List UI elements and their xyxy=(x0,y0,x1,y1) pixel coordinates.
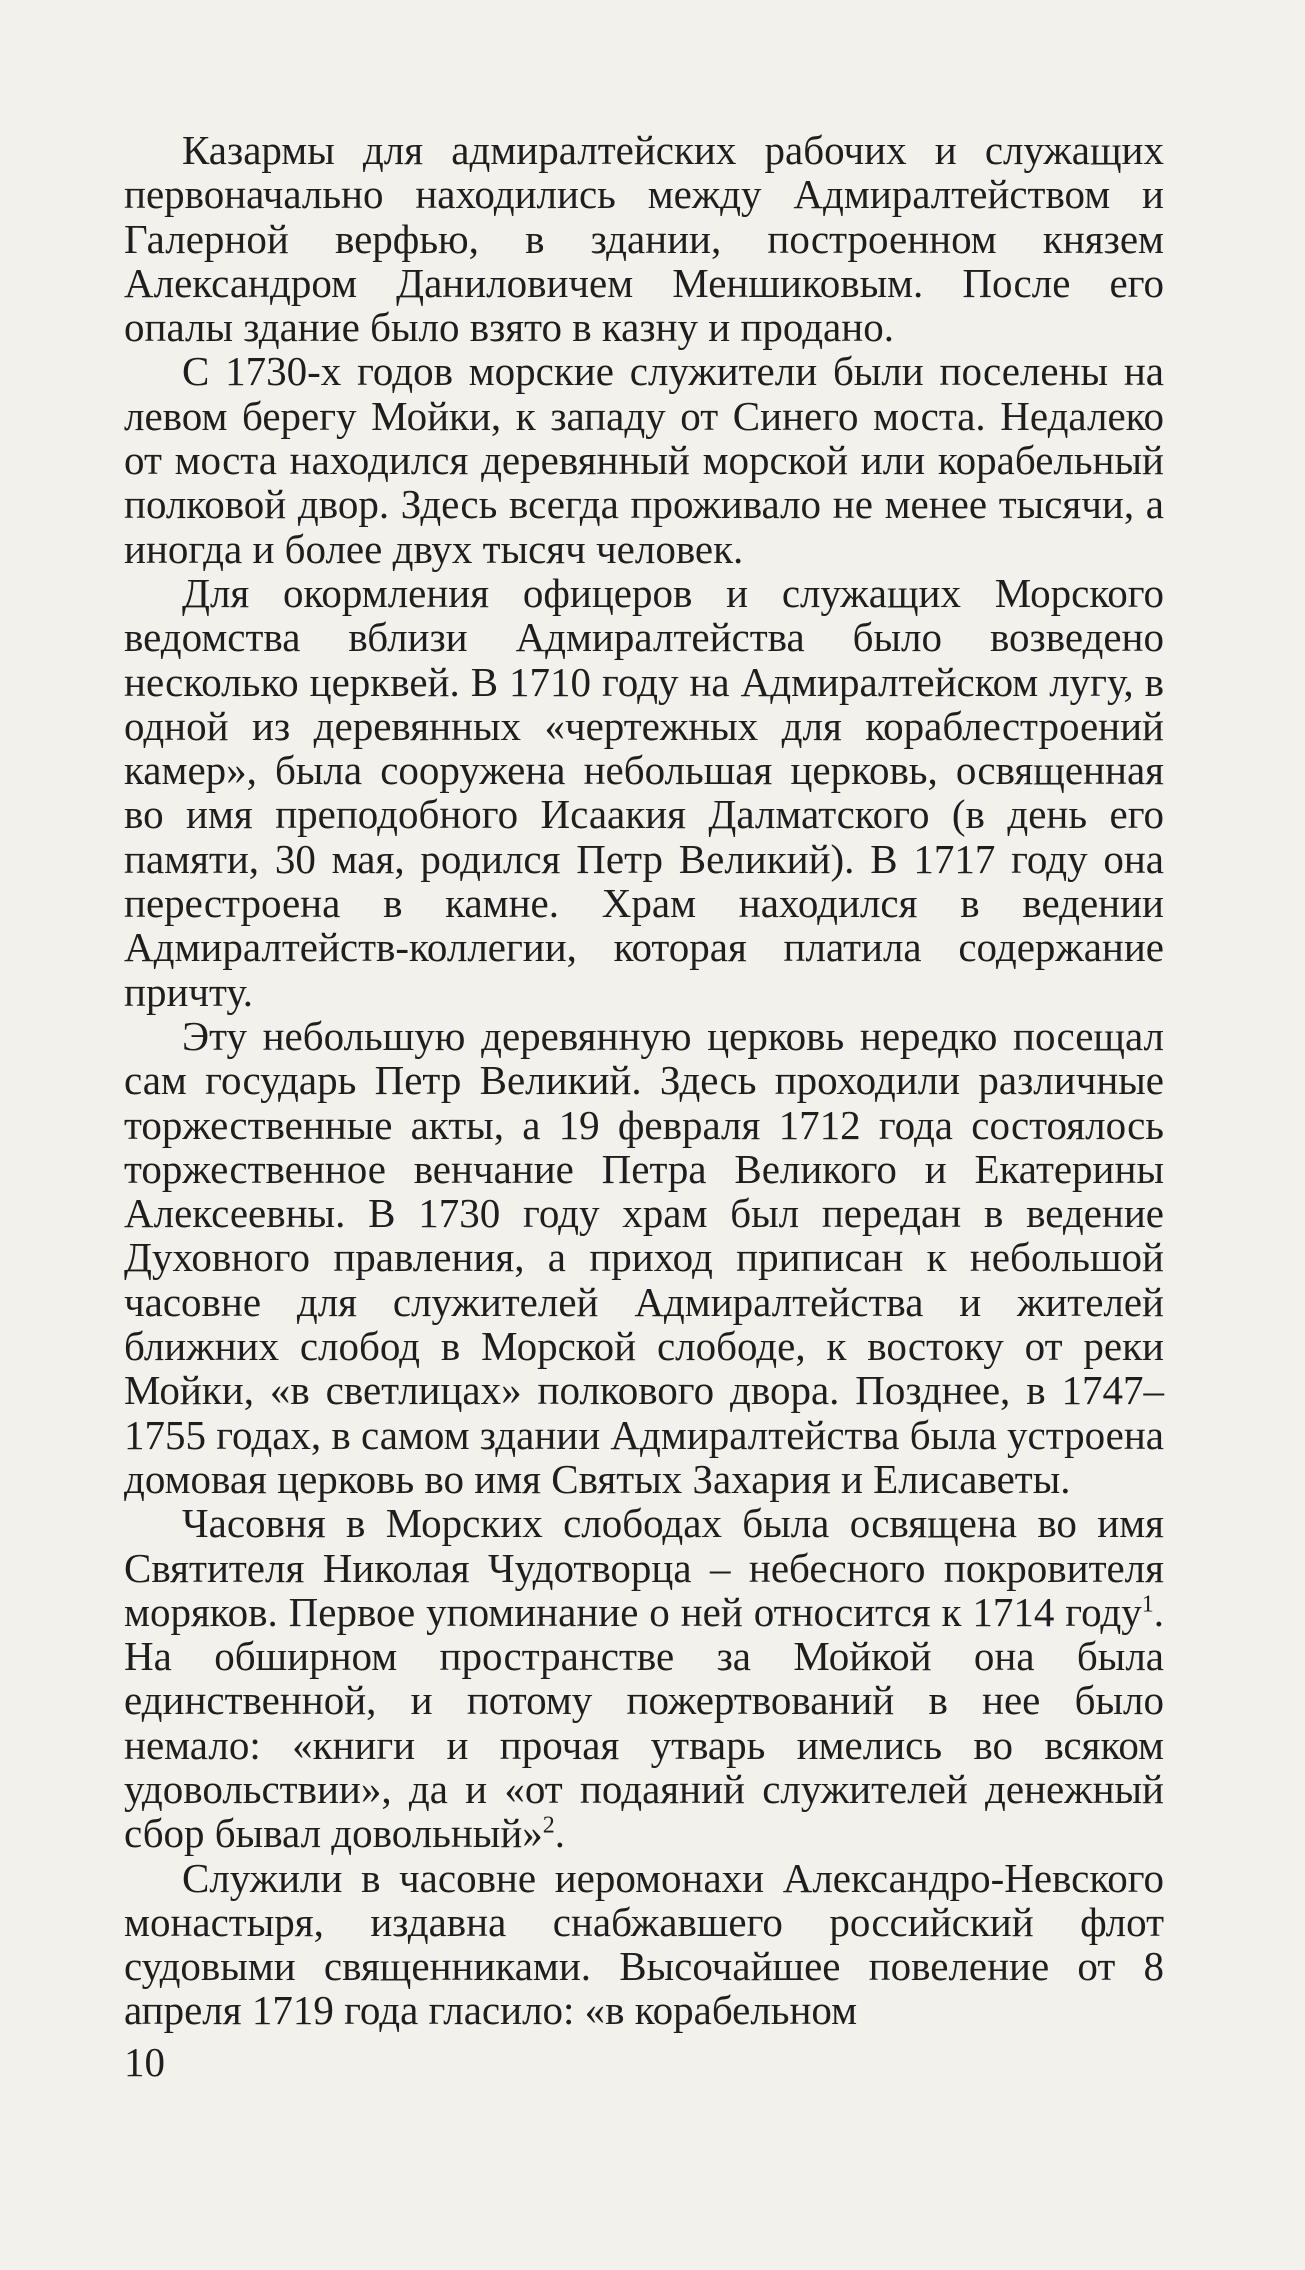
page-number: 10 xyxy=(124,2039,165,2085)
footnote-ref-1[interactable]: 1 xyxy=(1141,1591,1154,1618)
chapel-text-end: . xyxy=(554,1810,566,1857)
paragraph-churches: Для окормления офицеров и служащих Морского ведомства вблизи Адмиралтейства было возведено несколько церквей. В 1710 году на Адмиралтейском лугу, в одной из деревянных «чертежных для кораблестроений камер», была сооружена небольшая церковь, освященная во имя преподобного Исаакия Далматского (в день его памяти, 30 мая, родился Петр Великий). В 1717 году она перестроена в камне. Храм находился в ведении Адмиралтейств-коллегии, которая платила содержание причту. xyxy=(124,569,1164,1015)
main-text xyxy=(124,128,1164,2033)
paragraph-moika-settlement: С 1730-х годов морские служители были поселены на левом берегу Мойки, к западу от Синего моста. Недалеко от моста находился деревянный морской или корабельный полковой двор. Здесь всегда проживало не менее тысячи, а иногда и более двух тысяч человек. xyxy=(124,348,1164,572)
paragraph-chapel xyxy=(124,1501,1164,1855)
paragraph-hieromonks: Служили в часовне иеромонахи Александро-Невского монастыря, издавна снабжавшего российский флот судовыми священниками. Высочайшее повеление от 8 апреля 1719 года гласило: «в корабельном xyxy=(124,1854,1164,2034)
chapel-text-middle: . На обширном пространстве за Мойкой она была единственной, и потому пожертвований в нее было немало: «книги и прочая утварь имелись во всяком удовольствии», да и «от подаяний служителей денежный сбор бывал довольный» xyxy=(124,1588,1164,1857)
paragraph-peter-church: Эту небольшую деревянную церковь нередко посещал сам государь Петр Великий. Здесь проходили различные торжественные акты, а 19 февраля 1712 года состоялось торжественное венчание Петра Великого и Екатерины Алексеевны. В 1730 году храм был передан в ведение Духовного правления, а приход приписан к небольшой часовне для служителей Адмиралтейства и жителей ближних слобод в Морской слободе, к востоку от реки Мойки, «в светлицах» полкового двора. Позднее, в 1747–1755 годах, в самом здании Адмиралтейства была устроена домовая церковь во имя Святых Захария и Елисаветы. xyxy=(124,1012,1164,1502)
paragraph-barracks: Казармы для адмиралтейских рабочих и служащих первоначально находились между Адмиралтейством и Галерной верфью, в здании, построенном князем Александром Даниловичем Меншиковым. После его опалы здание было взято в казну и продано. xyxy=(124,127,1164,351)
chapel-text-start: Часовня в Морских слободах была освящена во имя Святителя Николая Чудотворца – небесного покровителя моряков. Первое упоминание о ней относится к 1714 году xyxy=(124,1500,1164,1635)
footnote-ref-2[interactable]: 2 xyxy=(542,1812,555,1839)
